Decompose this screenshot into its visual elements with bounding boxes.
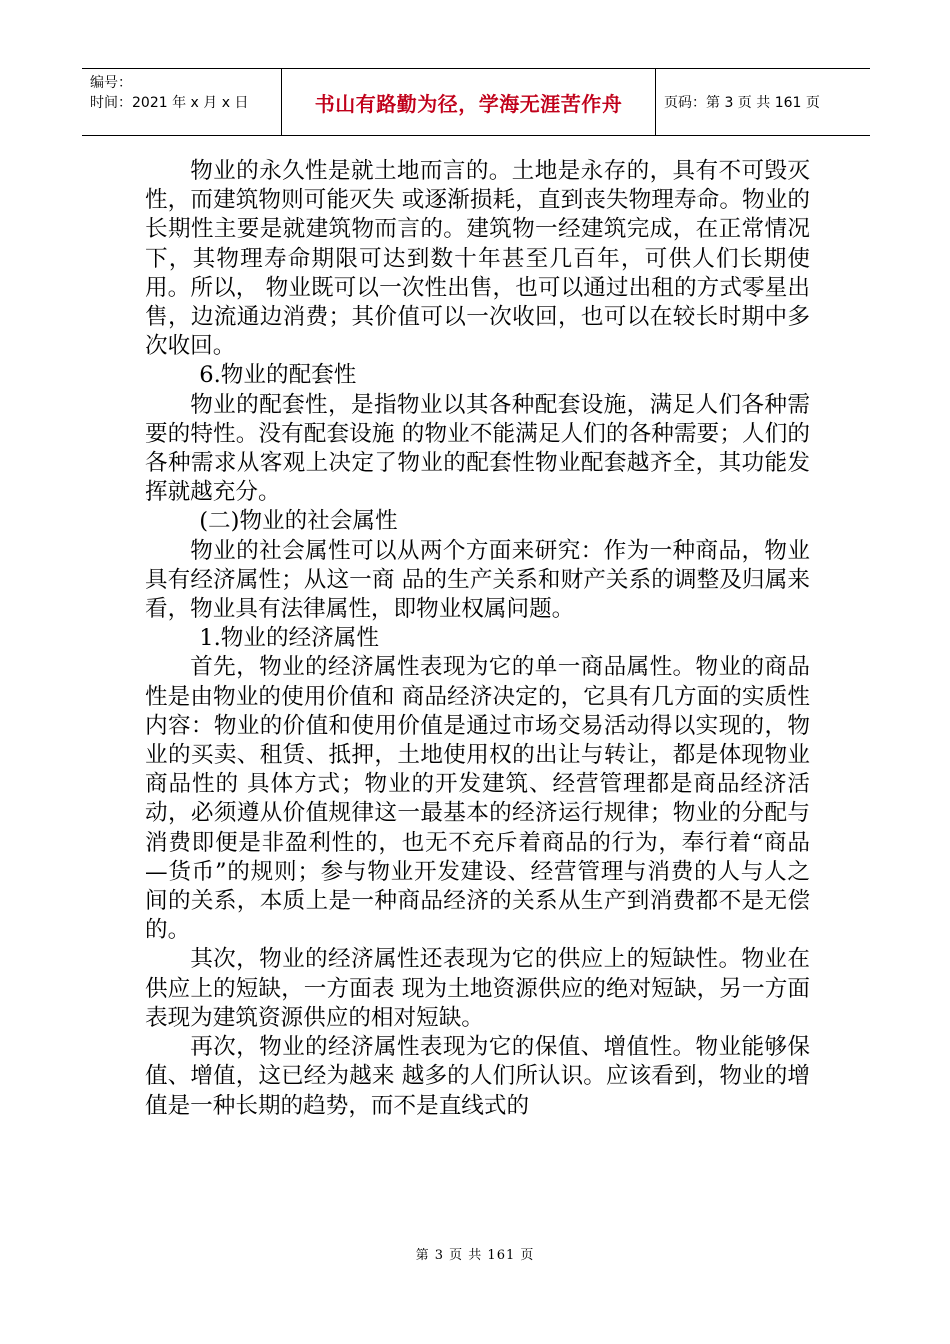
header-page-info: 页码：第 3 页 共 161 页 bbox=[664, 95, 820, 111]
body-paragraph: 物业的配套性，是指物业以其各种配套设施，满足人们各种需要的特性。没有配套设施 的物业不能满足人们的各种需要；人们的各种需求从客观上决定了物业的配套性物业配套越齐全，其功能发挥就越充分。 bbox=[145, 391, 810, 506]
body-paragraph: 物业的永久性是就土地而言的。土地是永存的，具有不可毁灭性，而建筑物则可能灭失 或逐渐损耗，直到丧失物理寿命。物业的长期性主要是就建筑物而言的。建筑物一经建筑完成，在正常情况下，其物理寿命期限可达到数十年甚至几百年，可供人们长期使用。所以， 物业既可以一次性出售，也可以通过出租的方式零星出售，边流通边消费；其价值可以一次收回，也可以在较长时期中多次收回。 bbox=[145, 158, 810, 360]
section-heading: 1.物业的经济属性 bbox=[199, 625, 379, 652]
header-page-cell bbox=[656, 69, 870, 135]
document-date: 时间：2021 年 x 月 x 日 bbox=[90, 95, 249, 111]
body-paragraph: 首先，物业的经济属性表现为它的单一商品属性。物业的商品性是由物业的使用价值和 商品经济决定的，它具有几方面的实质性内容：物业的价值和使用价值是通过市场交易活动得以实现的，物业的买卖、租赁、抵押，土地使用权的出让与转让，都是体现物业商品性的 具体方式；物业的开发建筑、经营管理都是商品经济活动，必须遵从价值规律这一最基本的经济运行规律；物业的分配与消费即便是非盈利性的，也无不充斥着商品的行为，奉行着“商品—货币”的规则；参与物业开发建设、经营管理与消费的人与人之间的关系，本质上是一种商品经济的关系从生产到消费都不是无偿的。 bbox=[145, 654, 810, 944]
page-header bbox=[82, 68, 870, 136]
footer-page-number: 第 3 页 共 161 页 bbox=[415, 1248, 535, 1263]
section-heading: (二)物业的社会属性 bbox=[199, 508, 398, 535]
header-motto-cell bbox=[282, 69, 656, 135]
body-paragraph: 物业的社会属性可以从两个方面来研究：作为一种商品，物业具有经济属性；从这一商 品的生产关系和财产关系的调整及归属来看，物业具有法律属性，即物业权属问题。 bbox=[145, 537, 810, 623]
page-footer bbox=[0, 1244, 950, 1263]
document-number-label: 编号： bbox=[90, 75, 132, 91]
body-paragraph: 再次，物业的经济属性表现为它的保值、增值性。物业能够保值、增值，这已经为越来 越多的人们所认识。应该看到，物业的增值是一种长期的趋势，而不是直线式的 bbox=[145, 1034, 810, 1119]
section-heading: 6.物业的配套性 bbox=[199, 362, 357, 389]
header-motto: 书山有路勤为径，学海无涯苦作舟 bbox=[314, 91, 623, 116]
document-body bbox=[145, 157, 810, 1121]
header-meta-cell bbox=[82, 69, 282, 135]
body-paragraph: 其次，物业的经济属性还表现为它的供应上的短缺性。物业在供应上的短缺，一方面表 现为土地资源供应的绝对短缺，另一方面表现为建筑资源供应的相对短缺。 bbox=[145, 946, 810, 1031]
